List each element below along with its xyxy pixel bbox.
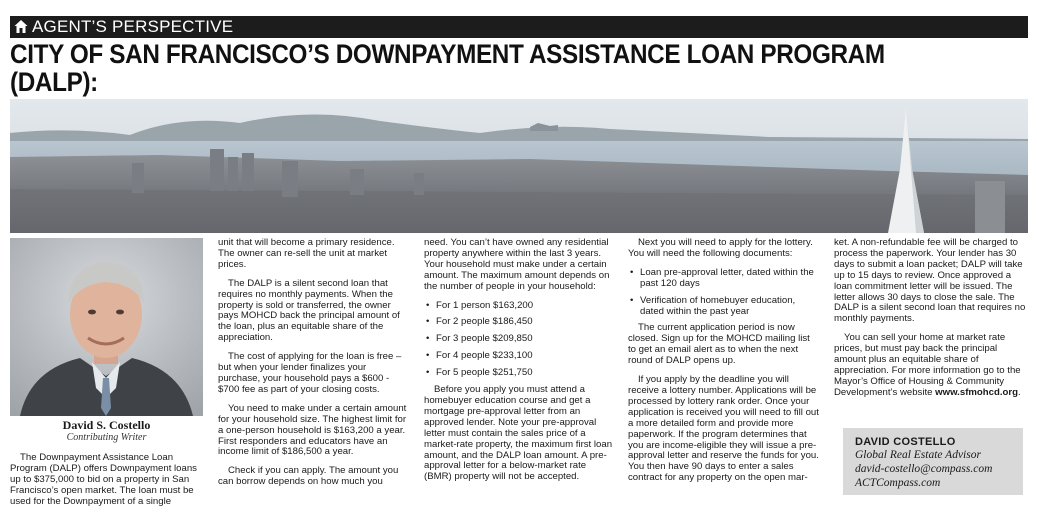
section-label: AGENT’S PERSPECTIVE xyxy=(32,17,234,36)
signature-role: Global Real Estate Advisor xyxy=(855,449,981,461)
list-item: • For 5 people $251,750 xyxy=(424,368,616,379)
col4-paragraph-0: Next you will need to apply for the lottery. You will need the following documents: xyxy=(628,237,813,259)
column-4 xyxy=(628,238,820,492)
col5-paragraph-1-text: You can sell your home at market rate prices, but must pay back the principal amount plus an equitable share of appreciation. For more information go to the Mayor’s Office of Housing & Community Development’s website xyxy=(834,332,1021,398)
col3-paragraph-1: Before you apply you must attend a homebuyer education course and get a mortgage pre-approval letter from an approved lender. Note your pre-approval letter must contain the sales price of a market-rate property, the maximum first loan amount, and the DALP loan amount. A pre-approval letter for a below-market rate (BMR) property will not be accepted. xyxy=(424,384,613,483)
author-title: Contributing Writer xyxy=(66,432,147,443)
column-1 xyxy=(10,453,206,516)
list-item: • For 4 people $233,100 xyxy=(424,351,616,362)
col2-paragraph-0: unit that will become a primary residence. The owner can re-sell the unit at market prices. xyxy=(218,237,395,270)
author-photo xyxy=(10,238,203,416)
list-item: • For 1 person $163,200 xyxy=(424,301,616,312)
city-panorama-photo xyxy=(10,99,1028,233)
signature-email[interactable]: david-costello@compass.com xyxy=(855,463,993,475)
col2-paragraph-2: The cost of applying for the loan is free – but when your lender finalizes your purchase, your household pays a $600 - $700 fee as part of your closing costs. xyxy=(218,351,402,395)
headline-line-1: CITY OF SAN FRANCISCO’S DOWNPAYMENT ASSISTANCE LOAN PROGRAM (DALP): xyxy=(10,39,885,97)
documents-list xyxy=(628,268,820,318)
column-5 xyxy=(834,238,1028,407)
col2-paragraph-4: Check if you can apply. The amount you can borrow depends on how much you xyxy=(218,465,399,488)
col3-paragraph-0: need. You can’t have owned any residential property anywhere within the last 3 years. Your household must make under a certain amount. The maximum amount depends on the number of people in your household: xyxy=(424,237,610,292)
col2-paragraph-1: The DALP is a silent second loan that requires no monthly payments. When the property is sold or transferred, the owner pays MOHCD back the principal amount of the loan, plus an equitable share of the appreciation. xyxy=(218,277,400,344)
section-header xyxy=(10,16,1028,38)
signature-website[interactable]: ACTCompass.com xyxy=(855,477,941,489)
col4-paragraph-1: The current application period is now closed. Sign up for the MOHCD mailing list to get an email alert as to when the next round of DALP opens up. xyxy=(628,322,810,367)
col5-paragraph-1 xyxy=(834,333,1028,398)
col5-paragraph-0: ket. A non-refundable fee will be charged to process the paperwork. Your lender has 30 days to submit a loan packet; DALP will take up to 15 days to review. Once approved a loan commitment letter will be issued. The letter allows 30 days to close the sale. The DALP is a silent second loan that requires no monthly payments. xyxy=(834,237,1026,325)
column-3 xyxy=(424,238,616,491)
list-item: • For 3 people $209,850 xyxy=(424,334,616,345)
column-2 xyxy=(218,238,410,496)
house-icon xyxy=(14,19,28,34)
col4-paragraph-2: If you apply by the deadline you will receive a lottery number. Applications will be processed by lottery rank order. Once your application is received you will need to fill out a more detailed form and provide more paperwork. If the program determines that you are income-eligible they will issue a pre-approval letter and reserve the funds for you. You then have 90 days to enter a sales contract for any property on the open mar- xyxy=(628,374,819,484)
list-item: • Verification of homebuyer education, dated within the past year xyxy=(628,296,820,318)
website-link[interactable]: www.sfmohcd.org xyxy=(935,386,1018,398)
list-item: • Loan pre-approval letter, dated within the past 120 days xyxy=(628,268,820,290)
author-name: David S. Costello xyxy=(62,418,151,432)
col1-paragraph: The Downpayment Assistance Loan Program (DALP) offers Downpayment loans up to $375,000 to bid on a property in San Francisco’s open market. The loan must be used for the Downpayment of a single xyxy=(10,452,197,507)
col2-paragraph-3: You need to make under a certain amount for your household size. The highest limit for a one-person household is $163,200 a year. First responders and educators have an income limit of $186,500 a year. xyxy=(218,402,407,458)
signature-box xyxy=(843,428,1023,495)
list-item: • For 2 people $186,450 xyxy=(424,317,616,328)
col5-paragraph-1-end: . xyxy=(1017,386,1021,398)
signature-name: DAVID COSTELLO xyxy=(855,436,956,448)
income-limit-list xyxy=(424,301,616,380)
